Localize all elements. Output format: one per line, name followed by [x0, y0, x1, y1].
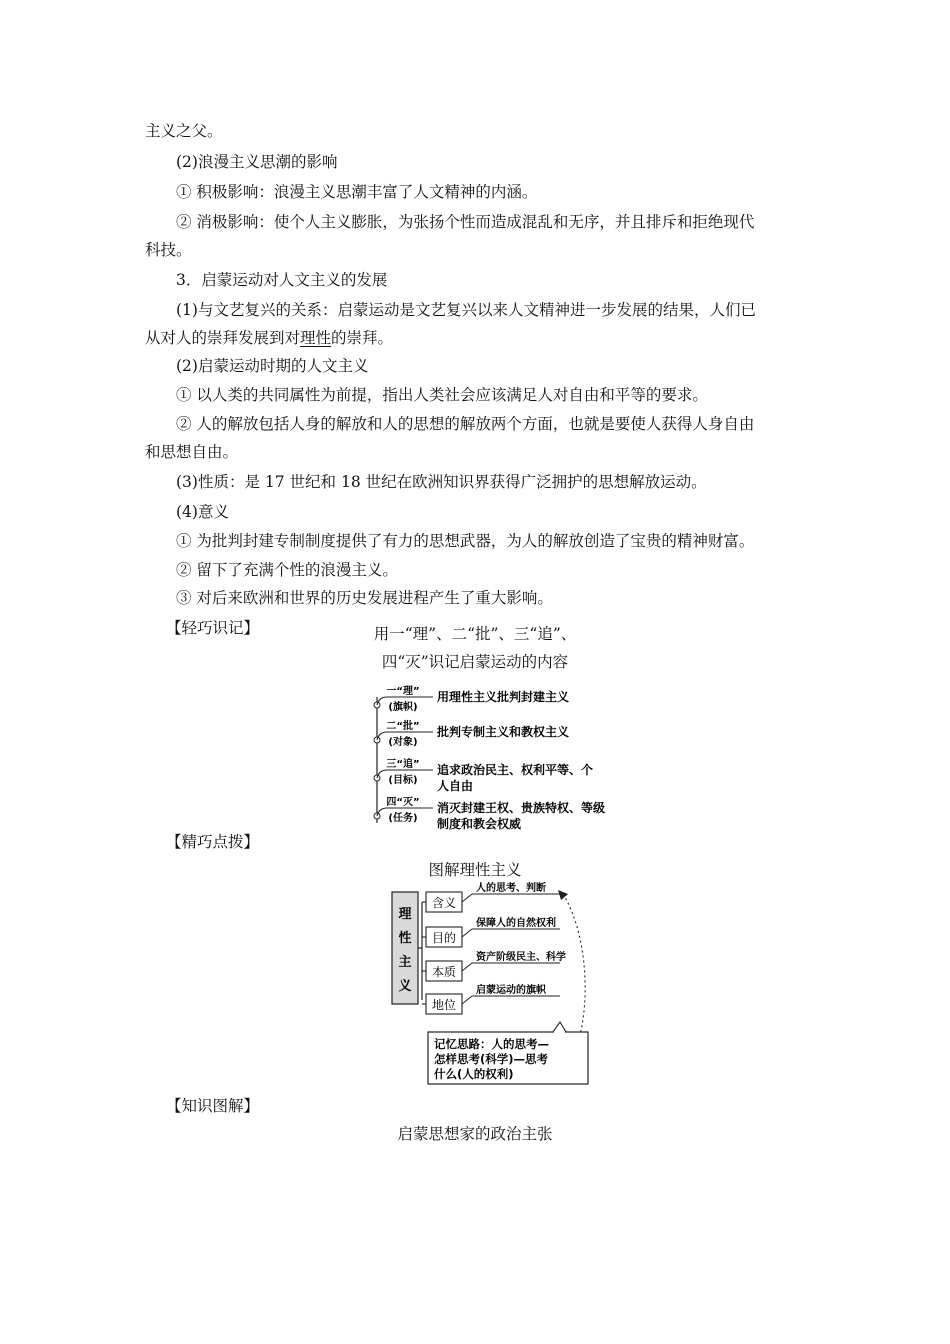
- branch-key: 二“批”: [386, 721, 420, 732]
- branch-sub: (任务): [388, 813, 418, 824]
- branch-desc: 制度和教会权威: [437, 817, 522, 831]
- memory-note-line: 记忆思路：人的思考—: [434, 1037, 549, 1051]
- branch-desc: 消灭封建王权、贵族特权、等级: [437, 801, 606, 815]
- subheading: (2)浪漫主义思潮的影响: [176, 153, 338, 171]
- section-heading: 3．启蒙运动对人文主义的发展: [176, 271, 388, 289]
- rationalism-item: [422, 916, 560, 947]
- section-tag: 【轻巧识记】: [166, 619, 260, 637]
- root-char: 主: [398, 955, 412, 970]
- item-desc: 保障人的自然权利: [476, 918, 556, 929]
- paragraph-line: 科技。: [145, 241, 192, 259]
- rationalism-item: [422, 950, 566, 981]
- list-item: ① 以人类的共同属性为前提，指出人类社会应该满足人对自由和平等的要求。: [176, 386, 708, 404]
- rationalism-item: [422, 882, 560, 912]
- section-tag: 【精巧点拨】: [166, 833, 260, 851]
- section-tag: 【知识图解】: [166, 1097, 260, 1115]
- branch-sub: (对象): [388, 737, 418, 748]
- tree-branch: [374, 719, 569, 748]
- item-label: 含义: [431, 896, 457, 910]
- diagram-title: 图解理性主义: [428, 861, 522, 879]
- paragraph-line: 和思想自由。: [145, 443, 239, 461]
- branch-sub: (目标): [388, 775, 418, 786]
- item-label: 本质: [431, 965, 457, 979]
- memory-note-line: 怎样思考(科学)—思考: [434, 1052, 549, 1066]
- item-label: 目的: [431, 931, 457, 945]
- branch-desc: 追求政治民主、权利平等、个: [437, 763, 594, 777]
- item-label: 地位: [431, 998, 457, 1012]
- subheading: (2)启蒙运动时期的人文主义: [176, 357, 369, 375]
- underlined-keyword: 理性: [300, 329, 332, 347]
- diagram-title: 用一“理”、二“批”、三“追”、: [373, 625, 577, 643]
- subheading: (4)意义: [176, 503, 229, 521]
- enlightenment-tree-diagram: [365, 675, 625, 835]
- list-item: ① 积极影响：浪漫主义思潮丰富了人文精神的内涵。: [176, 183, 538, 201]
- diagram-title: 启蒙思想家的政治主张: [397, 1125, 553, 1143]
- branch-desc: 用理性主义批判封建主义: [437, 690, 570, 704]
- paragraph-line: (1)与文艺复兴的关系：启蒙运动是文艺复兴以来人文精神进一步发展的结果，人们已: [176, 301, 756, 319]
- text-run: 从对人的崇拜发展到对: [145, 329, 301, 347]
- list-item: ③ 对后来欧洲和世界的历史发展进程产生了重大影响。: [176, 589, 553, 607]
- branch-sub: (旗帜): [388, 702, 418, 713]
- branch-key: 一“理”: [386, 686, 420, 697]
- tree-branch: [374, 685, 569, 713]
- rationalism-item: [422, 983, 560, 1014]
- list-item: ② 留下了充满个性的浪漫主义。: [176, 561, 398, 579]
- root-char: 义: [398, 979, 412, 994]
- list-item: ① 为批判封建专制制度提供了有力的思想武器，为人的解放创造了宝贵的精神财富。: [176, 532, 755, 550]
- branch-desc: 批判专制主义和教权主义: [437, 725, 570, 739]
- list-item: ② 人的解放包括人身的解放和人的思想的解放两个方面，也就是要使人获得人身自由: [176, 415, 755, 433]
- paragraph-line: 主义之父。: [145, 122, 223, 140]
- tree-branch: [374, 795, 605, 831]
- tree-branch: [374, 757, 593, 793]
- text-run: 的崇拜。: [331, 329, 394, 347]
- item-desc: 人的思考、判断: [476, 883, 546, 894]
- list-item: ② 消极影响：使个人主义膨胀，为张扬个性而造成混乱和无序，并且排斥和拒绝现代: [176, 213, 755, 231]
- branch-key: 四“灭”: [386, 797, 420, 808]
- paragraph-line: [145, 328, 393, 348]
- item-desc: 启蒙运动的旗帜: [476, 985, 546, 996]
- diagram-title: 四“灭”识记启蒙运动的内容: [381, 653, 569, 671]
- paragraph-line: (3)性质：是 17 世纪和 18 世纪在欧洲知识界获得广泛拥护的思想解放运动。: [176, 473, 707, 491]
- root-char: 理: [398, 907, 412, 922]
- memory-note-line: 什么(人的权利): [434, 1067, 514, 1081]
- item-desc: 资产阶级民主、科学: [476, 952, 566, 963]
- branch-desc: 人自由: [437, 779, 474, 793]
- branch-key: 三“追”: [386, 759, 420, 770]
- root-char: 性: [398, 931, 412, 946]
- rationalism-diagram: [388, 882, 603, 1087]
